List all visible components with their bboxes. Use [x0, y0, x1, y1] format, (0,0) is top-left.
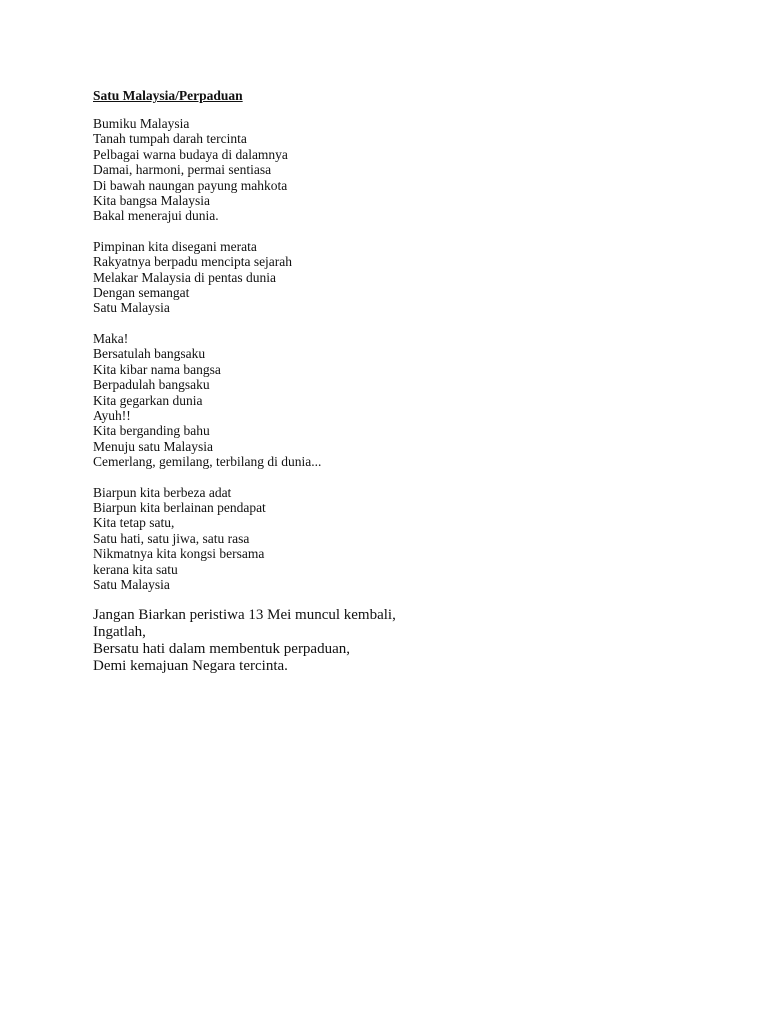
closing-line: Jangan Biarkan peristiwa 13 Mei muncul kembali,: [93, 607, 396, 624]
poem-line: Rakyatnya berpadu mencipta sejarah: [93, 254, 293, 270]
poem-line: Kita kibar nama bangsa: [93, 361, 221, 377]
poem-line: Maka!: [93, 330, 129, 346]
poem-line: Satu Malaysia: [93, 576, 170, 592]
stanza-1: [93, 116, 713, 224]
poem-line: Nikmatnya kita kongsi bersama: [93, 546, 265, 562]
closing-paragraph: [93, 607, 713, 675]
poem-line: Biarpun kita berbeza adat: [93, 484, 232, 500]
poem-line: Kita bangsa Malaysia: [93, 193, 210, 209]
poem-line: Satu Malaysia: [93, 300, 170, 316]
stanza-3: [93, 331, 713, 470]
poem-line: Pelbagai warna budaya di dalamnya: [93, 146, 288, 162]
poem-line: Dengan semangat: [93, 285, 190, 301]
poem-line: Pimpinan kita disegani merata: [93, 238, 257, 254]
closing-line: Ingatlah,: [93, 624, 146, 641]
poem-line: Berpadulah bangsaku: [93, 377, 210, 393]
poem-line: kerana kita satu: [93, 561, 178, 577]
poem-line: Biarpun kita berlainan pendapat: [93, 499, 266, 515]
poem-line: Melakar Malaysia di pentas dunia: [93, 269, 276, 285]
poem-line: Bersatulah bangsaku: [93, 346, 206, 362]
document-title: Satu Malaysia/Perpaduan: [93, 88, 243, 103]
poem-line: Ayuh!!: [93, 407, 131, 423]
closing-line: Bersatu hati dalam membentuk perpaduan,: [93, 641, 350, 658]
poem-line: Bakal menerajui dunia.: [93, 208, 219, 224]
poem-line: Damai, harmoni, permai sentiasa: [93, 162, 272, 178]
poem-line: Menuju satu Malaysia: [93, 438, 213, 454]
poem-line: Kita berganding bahu: [93, 423, 210, 439]
document-body: [93, 88, 713, 690]
poem-line: Tanah tumpah darah tercinta: [93, 131, 247, 147]
poem-line: Cemerlang, gemilang, terbilang di dunia...: [93, 454, 322, 470]
poem-line: Di bawah naungan payung mahkota: [93, 177, 288, 193]
stanza-4: [93, 485, 713, 593]
poem-line: Kita tetap satu,: [93, 515, 175, 531]
closing-line: Demi kemajuan Negara tercinta.: [93, 658, 288, 675]
poem-line: Bumiku Malaysia: [93, 116, 190, 131]
stanza-2: [93, 239, 713, 316]
poem-line: Kita gegarkan dunia: [93, 392, 203, 408]
poem-line: Satu hati, satu jiwa, satu rasa: [93, 530, 250, 546]
